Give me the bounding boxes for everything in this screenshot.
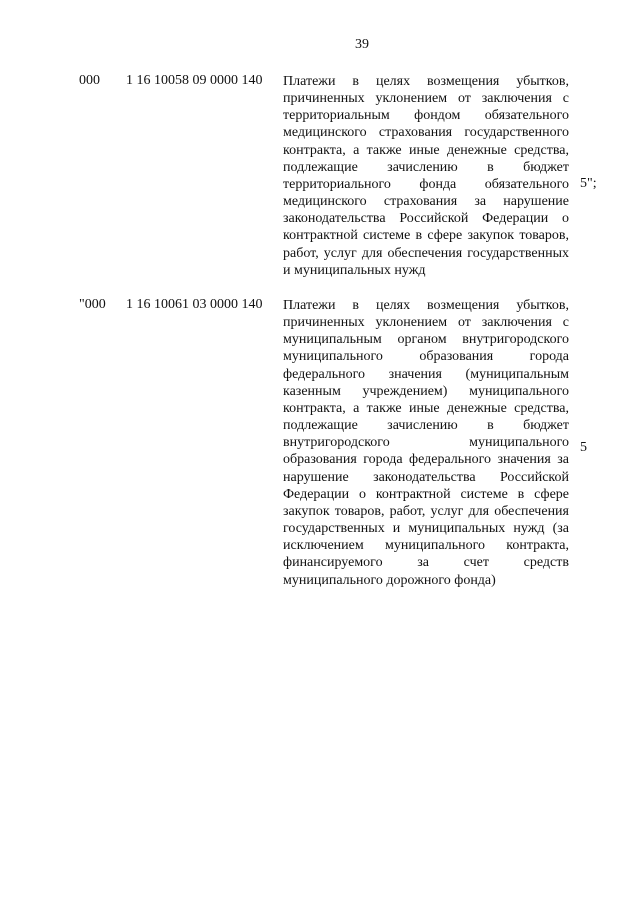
row-description: Платежи в целях возмещения убытков, причиненных уклонением от заключения с территориальным фондом обязательного медицинского страхования государственного контракта, а также иные денежные средства, подлежащие зачислению в бюджет территориального фонда обязательного медицинского страхования за нарушение законодательства Российской Федерации о контрактной системе в сфере закупок товаров, работ, услуг для обеспечения государственных и муниципальных нужд xyxy=(283,74,569,278)
page-number: 39 xyxy=(355,37,369,52)
income-code: 1 16 10061 03 0000 140 xyxy=(126,297,263,312)
income-code: 1 16 10058 09 0000 140 xyxy=(126,73,263,88)
row-description: Платежи в целях возмещения убытков, причиненных уклонением от заключения с муниципальным органом внутригородского муниципального образования города федерального значения (муниципальным казенным учреждением) муниципального контракта, а также иные денежные средства, подлежащие зачислению в бюджет внутригородского муниципального образования города федерального значения за нарушение законодательства Российской Федерации о контрактной системе в сфере закупок товаров, работ, услуг для обеспечения государственных и муниципальных нужд (за исключением муниципального контракта, финансируемого за счет средств муниципального дорожного фонда) xyxy=(283,298,569,588)
row-value: 5"; xyxy=(580,176,597,191)
admin-code: "000 xyxy=(79,297,106,312)
admin-code: 000 xyxy=(79,73,100,88)
row-value: 5 xyxy=(580,440,587,455)
